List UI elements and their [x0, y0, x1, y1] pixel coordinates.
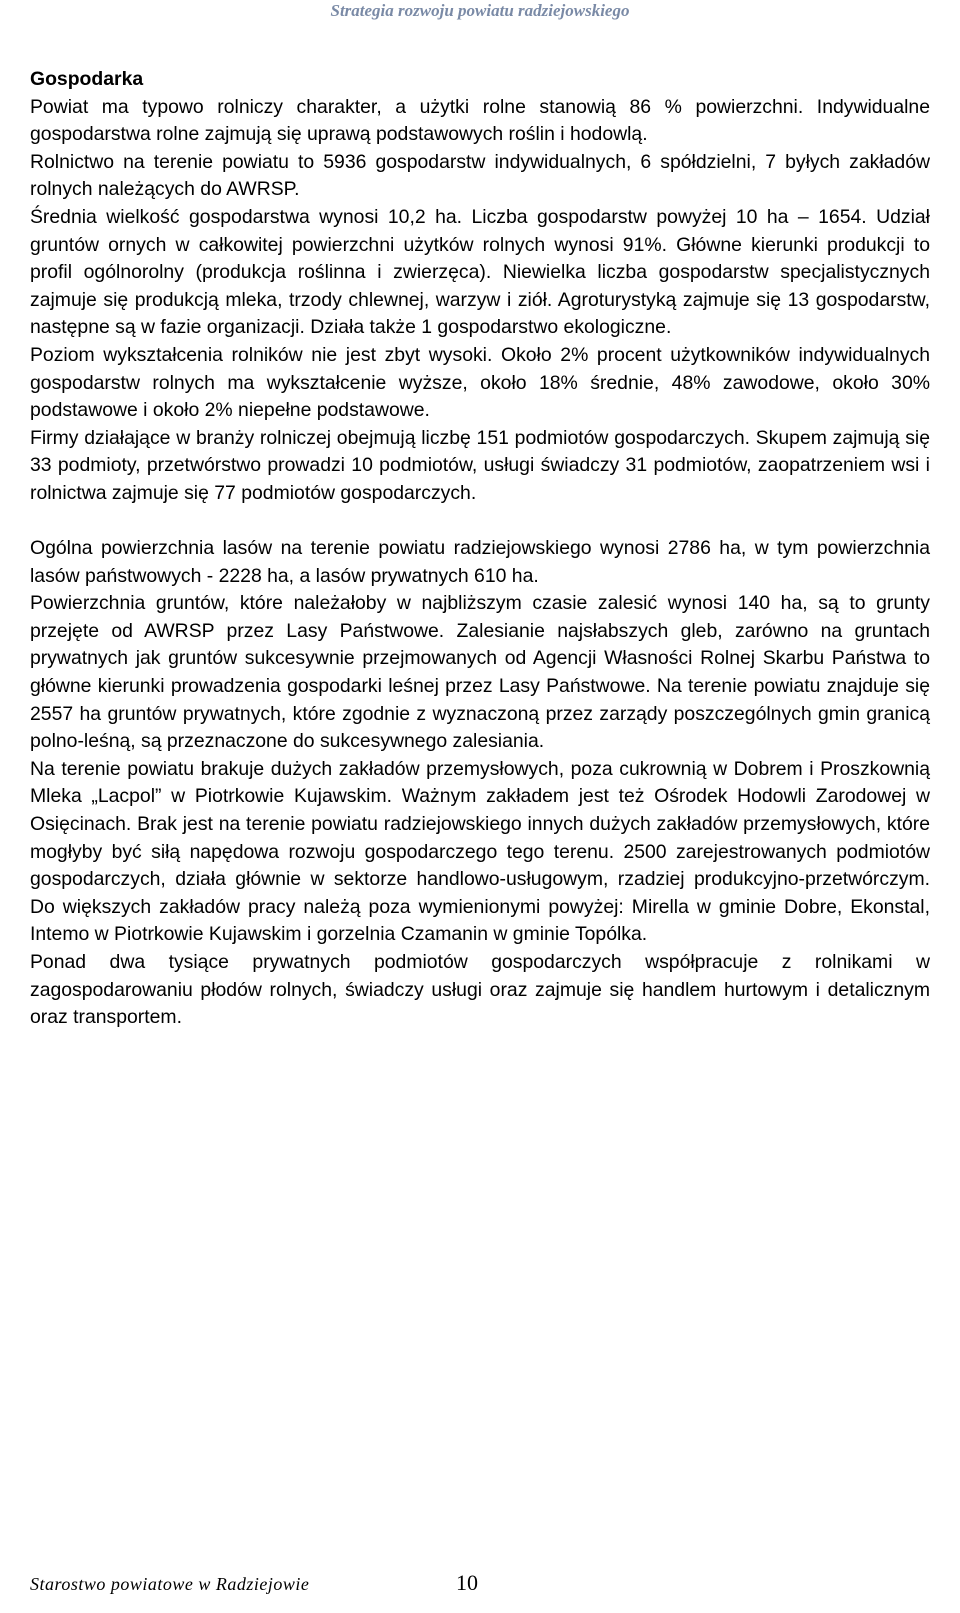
- paragraph: Ponad dwa tysiące prywatnych podmiotów gospodarczych współpracuje z rolnikami w zagospodarowaniu płodów rolnych, świadczy usługi oraz zajmuje się handlem hurtowym i detalicznym oraz transportem.: [30, 951, 930, 1029]
- paragraph: Firmy działające w branży rolniczej obejmują liczbę 151 podmiotów gospodarczych. Skupem zajmują się 33 podmioty, przetwórstwo prowadzi 10 podmiotów, usługi świadczy 31 podmiotów, zaopatrzeniem wsi i rolnictwa zajmuje się 77 podmiotów gospodarczych.: [30, 426, 930, 504]
- paragraph: Średnia wielkość gospodarstwa wynosi 10,2 ha. Liczba gospodarstw powyżej 10 ha – 1654. Udział gruntów ornych w całkowitej powierzchni użytków rolnych wynosi 91%. Główne kierunki produkcji to profil ogólnorolny (produkcja roślinna i zwierzęca). Niewielka liczba gospodarstw specjalistycznych zajmuje się produkcją mleka, trzody chlewnej, warzyw i ziół. Agroturystyką zajmuje się 13 gospodarstw, następne są w fazie organizacji. Działa także 1 gospodarstwo ekologiczne.: [30, 205, 930, 339]
- paragraph-gap: [30, 508, 930, 536]
- section-title: Gospodarka: [30, 68, 144, 90]
- paragraph: Ogólna powierzchnia lasów na terenie powiatu radziejowskiego wynosi 2786 ha, w tym powierzchnia lasów państwowych - 2228 ha, a lasów prywatnych 610 ha.: [30, 537, 930, 587]
- paragraph: Poziom wykształcenia rolników nie jest zbyt wysoki. Około 2% procent użytkowników indywidualnych gospodarstw rolnych ma wykształcenie wyższe, około 18% średnie, 48% zawodowe, około 30% podstawowe i około 2% niepełne podstawowe.: [30, 343, 930, 422]
- paragraph: Powiat ma typowo rolniczy charakter, a użytki rolne stanowią 86 % powierzchni. Indywidualne gospodarstwa rolne zajmują się uprawą podstawowych roślin i hodowlą.: [30, 95, 930, 146]
- document-body: [30, 66, 930, 1032]
- running-header: Strategia rozwoju powiatu radziejowskiego: [330, 1, 630, 20]
- paragraph: Powierzchnia gruntów, które należałoby w najbliższym czasie zalesić wynosi 140 ha, są to grunty przejęte od AWRSP przez Lasy Państwowe. Zalesianie najsłabszych gleb, zarówno na gruntach prywatnych jak gruntów sukcesywnie przejmowanych od Agencji Własności Rolnej Skarbu Państwa to główne kierunki prowadzenia gospodarki leśnej przez Lasy Państwowe. Na terenie powiatu znajduje się 2557 ha gruntów prywatnych, które zgodnie z wyznaczoną przez zarządy poszczególnych gmin granicą polno-leśną, są przeznaczone do sukcesywnego zalesiania.: [30, 592, 930, 753]
- page-footer: [30, 1570, 930, 1600]
- page-number: 10: [456, 1570, 478, 1595]
- paragraph: Rolnictwo na terenie powiatu to 5936 gospodarstw indywidualnych, 6 spółdzielni, 7 byłych zakładów rolnych należących do AWRSP.: [30, 150, 930, 201]
- paragraph: Na terenie powiatu brakuje dużych zakładów przemysłowych, poza cukrownią w Dobrem i Proszkownią Mleka „Lacpol” w Piotrkowie Kujawskim. Ważnym zakładem jest też Ośrodek Hodowli Zarodowej w Osięcinach. Brak jest na terenie powiatu radziejowskiego innych dużych zakładów przemysłowych, które mogłyby być siłą napędowa rozwoju gospodarczego tego terenu. 2500 zarejestrowanych podmiotów gospodarczych, działa głównie w sektorze handlowo-usługowym, rzadziej produkcyjno-przetwórczym. Do większych zakładów pracy należą poza wymienionymi powyżej: Mirella w gminie Dobre, Ekonstal, Intemo w Piotrkowie Kujawskim i gorzelnia Czamanin w gminie Topólka.: [30, 757, 930, 946]
- footer-organization: Starostwo powiatowe w Radziejowie: [30, 1574, 310, 1594]
